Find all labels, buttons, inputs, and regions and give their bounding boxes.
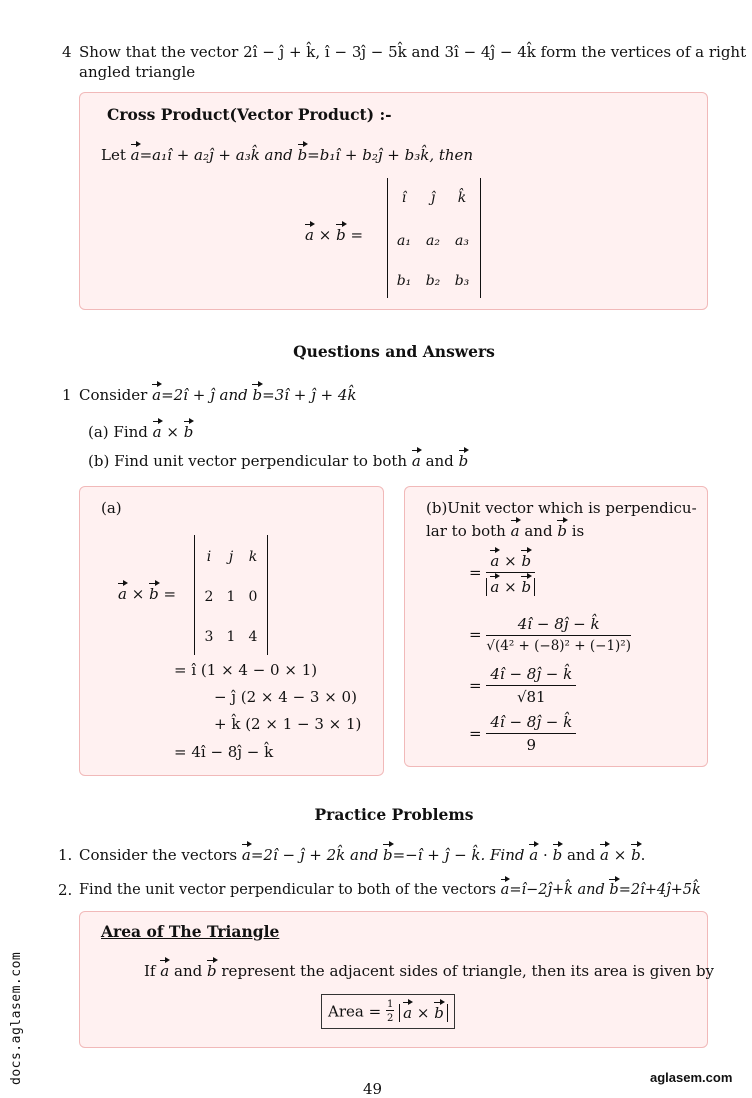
p2-prefix: Find the unit vector perpendicular to both of the vectors: [79, 882, 497, 898]
vector-b-symbol: b: [609, 878, 618, 898]
vector-b-symbol: b: [521, 549, 531, 569]
q4-text-line2: angled triangle: [79, 63, 196, 81]
matrix-cell: b₁: [396, 273, 412, 289]
q1-part-b: [88, 449, 468, 470]
answer-b-step1: [469, 549, 535, 596]
vector-b-symbol: b: [149, 582, 159, 602]
answer-b-line2: [426, 519, 584, 540]
vector-b-definition: =b₁î + b₂ĵ + b₃k̂, then: [307, 146, 474, 164]
q1-vector-b: =3î + ĵ + 4k̂: [262, 386, 357, 404]
answer-b-step2: [469, 615, 631, 654]
matrix-cell: ĵ: [430, 190, 436, 206]
practice-problem-2: [79, 878, 701, 898]
matrix-cell: î: [401, 190, 407, 206]
cross-sign: ×: [504, 552, 517, 570]
area-formula-box: [321, 994, 455, 1029]
vector-a-symbol: a: [152, 383, 161, 403]
cross-sign: ×: [504, 578, 517, 596]
cross-sign: ×: [318, 226, 332, 244]
q4-number: 4: [62, 43, 72, 61]
fraction: [486, 665, 576, 706]
fraction-denominator: √(4² + (−8)² + (−1)²): [486, 638, 631, 654]
matrix-cell: 3: [204, 629, 214, 645]
p1-prefix: Consider the vectors: [79, 846, 238, 864]
matrix-cell: j: [228, 549, 234, 565]
equals-sign: =: [469, 676, 482, 695]
q1-vector-a: =2î + ĵ and: [161, 386, 248, 404]
area-sentence-tail: represent the adjacent sides of triangle, then its area is given by: [221, 962, 715, 980]
answer-b-step3: [469, 665, 576, 706]
matrix-cell: k̂: [457, 190, 467, 206]
answer-b-line2-suffix: is: [571, 522, 585, 540]
equals-sign: =: [469, 724, 482, 743]
magnitude-bars: [399, 1004, 448, 1022]
page-number: 49: [363, 1080, 383, 1098]
fraction: [486, 615, 631, 654]
matrix-cell: b₂: [425, 273, 441, 289]
unit-vector-fraction: [486, 549, 535, 596]
area-sentence: [144, 959, 714, 980]
fraction-numerator: 4î − 8ĵ − k̂: [486, 665, 576, 686]
vector-b-symbol: b: [557, 519, 567, 539]
p1-number: 1.: [58, 846, 73, 864]
matrix-cell: 1: [226, 589, 236, 605]
answer-a-determinant: [194, 535, 268, 655]
practice-problem-1: Consider the vectors a=2î − ĵ + 2k̂ and b=−î + ĵ − k̂. Find a · b and a × b.: [79, 843, 645, 864]
area-triangle-box: [79, 911, 715, 1048]
matrix-cell: k: [248, 549, 258, 565]
cross-product-determinant: [387, 178, 481, 298]
p2-vector-a: =î−2ĵ+k̂ and: [509, 882, 605, 898]
and-word: and: [524, 522, 553, 540]
area-formula-prefix: Area =: [328, 1002, 382, 1021]
matrix-cell: 1: [226, 629, 236, 645]
vector-a-symbol: a: [511, 519, 520, 539]
vector-b-symbol: b: [184, 420, 194, 440]
q1-number: 1: [62, 386, 72, 404]
cross-product-lhs: [305, 223, 363, 244]
vector-a-symbol: a: [600, 843, 609, 863]
equals-sign: =: [469, 563, 482, 582]
vector-a-symbol: a: [490, 549, 499, 569]
vector-a-symbol: a: [529, 843, 538, 863]
site-name: aglasem.com: [650, 1070, 733, 1085]
p2-number: 2.: [58, 881, 73, 899]
vector-b-symbol: b: [459, 449, 469, 469]
vector-b-symbol: b: [336, 223, 346, 243]
vector-a-symbol: a: [490, 575, 499, 595]
area-title: Area of The Triangle: [101, 922, 280, 941]
fraction: [486, 713, 576, 754]
vector-b-symbol: b: [521, 575, 531, 595]
vector-a-definition: =a₁î + a₂ĵ + a₃k̂ and: [139, 146, 293, 164]
and-word: and: [174, 962, 203, 980]
vector-a-symbol: a: [118, 582, 127, 602]
matrix-cell: 4: [248, 629, 258, 645]
part-b-label: (b) Find unit vector perpendicular to both: [88, 452, 408, 470]
answer-a-step2: − ĵ (2 × 4 − 3 × 0): [214, 688, 357, 706]
matrix-cell: a₃: [455, 233, 469, 249]
half-numerator: 1: [386, 999, 394, 1010]
fraction-denominator: 9: [526, 736, 537, 754]
q1-part-a: [88, 420, 193, 441]
p2-vector-b: =2î+4ĵ+5k̂: [618, 882, 701, 898]
cross-sign: ×: [416, 1004, 430, 1022]
vector-a-symbol: a: [160, 959, 169, 979]
answer-a-step3: + k̂ (2 × 1 − 3 × 1): [214, 715, 362, 733]
p1-vector-a: =2î − ĵ + 2k̂ and: [250, 846, 379, 864]
fraction-numerator: [486, 549, 535, 573]
half-fraction: [386, 999, 394, 1024]
p1-vector-b: =−î + ĵ − k̂. Find: [392, 846, 525, 864]
cross-sign: ×: [166, 423, 179, 441]
vector-a-symbol: a: [153, 420, 162, 440]
matrix-cell: 2: [204, 589, 214, 605]
vector-a-symbol: a: [131, 143, 140, 163]
matrix-cell: 0: [248, 589, 258, 605]
vector-a-symbol: a: [412, 449, 421, 469]
part-a-label: (a) Find: [88, 423, 148, 441]
matrix-cell: a₂: [426, 233, 440, 249]
equals-sign: =: [469, 625, 482, 644]
answer-b-box: [404, 486, 708, 767]
vector-a-symbol: a: [242, 843, 251, 863]
q4-text-line1: Show that the vector 2î − ĵ + k̂, î − 3ĵ − 5k̂ and 3î − 4ĵ − 4k̂ form the vertices of a right: [79, 43, 747, 61]
equals-sign: =: [350, 226, 364, 244]
and-word: and: [425, 452, 454, 470]
matrix-cell: b₃: [454, 273, 470, 289]
cross-product-title: Cross Product(Vector Product) :-: [107, 105, 392, 124]
consider-word: Consider: [79, 386, 148, 404]
dot-sign: ·: [543, 846, 548, 864]
half-denominator: 2: [386, 1013, 394, 1024]
fraction-numerator: 4î − 8ĵ − k̂: [486, 713, 576, 734]
matrix-cell: a₁: [397, 233, 411, 249]
vector-a-symbol: a: [403, 1001, 412, 1021]
answer-a-label: (a): [101, 499, 122, 517]
equals-sign: =: [163, 585, 177, 603]
q1-statement: [79, 383, 357, 404]
if-word: If: [144, 962, 156, 980]
vector-b-symbol: b: [553, 843, 563, 863]
fraction-denominator: [486, 573, 535, 596]
answer-a-lhs: [118, 582, 176, 603]
answer-a-box: [79, 486, 384, 776]
answer-b-line1: (b)Unit vector which is perpendicu-: [426, 499, 697, 517]
cross-product-box: [79, 92, 708, 310]
cross-sign: ×: [613, 846, 627, 864]
answer-b-step4: [469, 713, 576, 754]
answer-a-result: = 4î − 8ĵ − k̂: [174, 743, 274, 761]
cross-sign: ×: [131, 585, 145, 603]
fraction-numerator: 4î − 8ĵ − k̂: [486, 615, 631, 636]
vector-b-symbol: b: [207, 959, 217, 979]
matrix-cell: i: [206, 549, 212, 565]
vector-b-symbol: b: [298, 143, 308, 163]
fraction-denominator: √81: [516, 688, 546, 706]
magnitude-bars: [486, 578, 535, 596]
side-watermark: docs.aglasem.com: [9, 951, 24, 1085]
vector-b-symbol: b: [252, 383, 262, 403]
vector-b-symbol: b: [434, 1001, 444, 1021]
vector-a-symbol: a: [501, 878, 510, 898]
vector-b-symbol: b: [631, 843, 641, 863]
vector-a-symbol: a: [305, 223, 314, 243]
qa-heading: Questions and Answers: [293, 342, 495, 361]
and-word: and: [566, 846, 596, 864]
answer-a-step1: = î (1 × 4 − 0 × 1): [174, 661, 318, 679]
practice-heading: Practice Problems: [314, 805, 474, 824]
cross-product-definition: [101, 143, 473, 164]
let-word: Let: [101, 146, 126, 164]
answer-b-line2-prefix: lar to both: [426, 522, 506, 540]
vector-b-symbol: b: [383, 843, 393, 863]
